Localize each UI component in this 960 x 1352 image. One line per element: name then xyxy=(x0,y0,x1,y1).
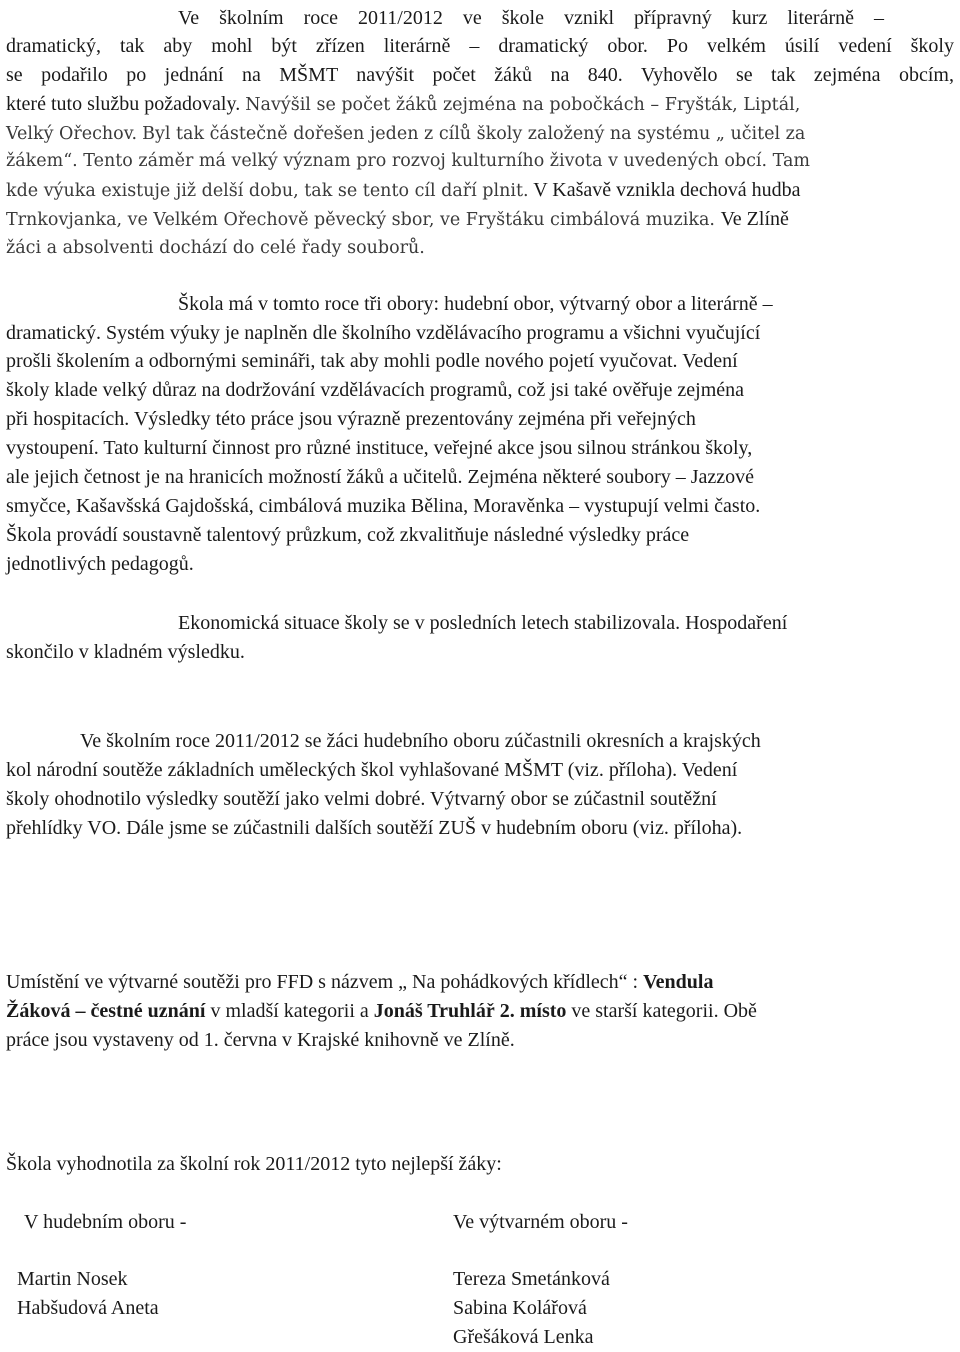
list-item: Sabina Kolářová xyxy=(453,1297,587,1319)
text-line xyxy=(6,997,757,1026)
text-line: prošli školením a odbornými semináři, tak aby mohli podle nového pojetí vyučovat. Vedení xyxy=(6,350,738,372)
text-line: kol národní soutěže základních uměleckých škol vyhlašované MŠMT (viz. příloha). Vedení xyxy=(6,759,738,781)
text-run: Velký Ořechov. xyxy=(6,124,138,144)
text-run: v mladší kategorii a xyxy=(205,1000,374,1022)
text-line: dramatický, tak aby mohl být zřízen literárně – dramatický obor. Po velkém úsilí vedení školy xyxy=(6,35,954,57)
text-run: Trnkovjanka, ve Velkém Ořechově pěvecký sbor, ve Fryštáku cimbálová muzika. xyxy=(6,210,715,230)
text-run: kde výuka existuje již delší dobu, tak se tento cíl daří plnit. xyxy=(6,181,529,201)
list-item: Martin Nosek xyxy=(17,1268,128,1290)
text-line xyxy=(6,968,713,997)
text-run: Ve Zlíně xyxy=(720,208,789,230)
text-line: se podařilo po jednání na MŠMT navýšit počet žáků na 840. Vyhovělo se tak zejména obcím, xyxy=(6,64,954,86)
text-line: Ve školním roce 2011/2012 ve škole vznikl přípravný kurz literárně – xyxy=(178,7,884,29)
text-run: které tuto službu požadovaly. xyxy=(6,93,241,115)
text-line xyxy=(6,90,800,120)
text-line: Škola provádí soustavně talentový průzkum, což zkvalitňuje následné výsledky práce xyxy=(6,524,690,546)
text-line: školy ohodnotilo výsledky soutěží jako velmi dobré. Výtvarný obor se zúčastnil soutěžní xyxy=(6,788,717,810)
list-item: Tereza Smetánková xyxy=(453,1268,610,1290)
text-line: vystoupení. Tato kulturní činnost pro různé instituce, veřejné akce jsou silnou stránkou školy, xyxy=(6,437,753,459)
art-heading: Ve výtvarném oboru - xyxy=(453,1211,628,1233)
text-line: jednotlivých pedagogů. xyxy=(6,553,194,575)
text-line: školy klade velký důraz na dodržování vzdělávacích programů, což jsi také ověřuje zejména xyxy=(6,379,745,401)
text-run: ve starší kategorii. Obě xyxy=(566,1000,757,1022)
text-line: při hospitacích. Výsledky této práce jsou výrazně prezentovány zejména při veřejných xyxy=(6,408,696,430)
best-students-intro: Škola vyhodnotila za školní rok 2011/2012 tyto nejlepší žáky: xyxy=(6,1153,502,1175)
text-line xyxy=(6,119,805,149)
text-line: Ekonomická situace školy se v posledních letech stabilizovala. Hospodaření xyxy=(178,612,788,634)
text-line: Škola má v tomto roce tři obory: hudební obor, výtvarný obor a literárně – xyxy=(178,293,773,315)
text-line: smyčce, Kašavšská Gajdošská, cimbálová muzika Bělina, Moravěnka – vystupují velmi často. xyxy=(6,495,761,517)
winner-name: Vendula xyxy=(643,971,714,993)
text-line xyxy=(6,319,760,348)
text-line: žákem“. Tento záměr má velký význam pro rozvoj kulturního života v uvedených obcí. Tam xyxy=(6,151,810,171)
text-run: dramatický. xyxy=(6,322,101,344)
music-heading: V hudebním oboru - xyxy=(24,1211,187,1233)
winner-award: Žáková – čestné uznání xyxy=(6,1000,206,1022)
text-line: žáci a absolventi dochází do celé řady souborů. xyxy=(6,238,425,258)
text-line: práce jsou vystaveny od 1. června v Krajské knihovně ve Zlíně. xyxy=(6,1029,515,1051)
list-item: Gřešáková Lenka xyxy=(453,1326,594,1348)
text-line: Ve školním roce 2011/2012 se žáci hudebního oboru zúčastnili okresních a krajských xyxy=(80,730,761,752)
text-line: přehlídky VO. Dále jsme se zúčastnili dalších soutěží ZUŠ v hudebním oboru (viz. příloha). xyxy=(6,817,743,839)
list-item: Habšudová Aneta xyxy=(17,1297,159,1319)
text-run: Umístění ve výtvarné soutěži pro FFD s názvem „ Na pohádkových křídlech“ : xyxy=(6,971,644,993)
text-run: V Kašavě vznikla dechová hudba xyxy=(533,179,801,201)
text-line xyxy=(6,205,789,235)
text-line xyxy=(6,176,801,206)
text-line: skončilo v kladném výsledku. xyxy=(6,641,245,663)
text-line: ale jejich četnost je na hranicích možností žáků a učitelů. Zejména některé soubory – Jazzové xyxy=(6,466,755,488)
text-run: Systém výuky je naplněn dle školního vzdělávacího programu a všichni vyučující xyxy=(105,322,761,344)
text-run: Navýšil se počet žáků zejména na pobočkách – Fryšták, Liptál, xyxy=(245,95,801,115)
text-run: Byl tak částečně dořešen jeden z cílů školy založený na systému „ učitel za xyxy=(142,124,806,144)
winner-award: Jonáš Truhlář 2. místo xyxy=(373,1000,567,1022)
